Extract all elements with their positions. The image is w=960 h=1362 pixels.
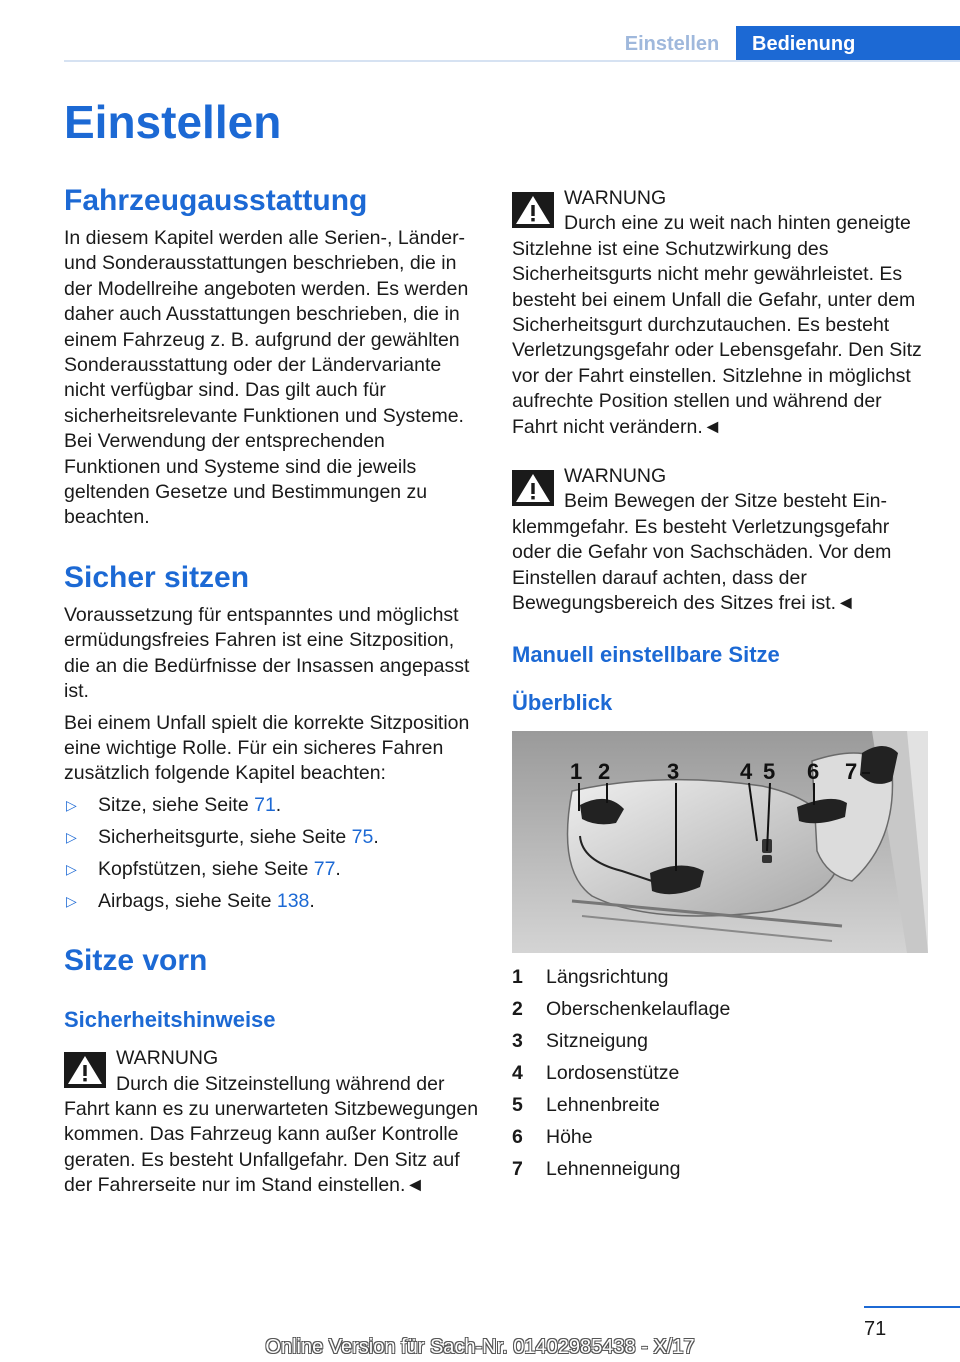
heading-fahrzeugausstattung: Fahrzeugausstattung <box>64 184 368 217</box>
figure-label: 7 <box>845 758 858 784</box>
legend-row <box>512 1157 928 1182</box>
legend-label: Höhe <box>546 1125 593 1148</box>
figure-label: 1 <box>570 758 583 784</box>
right-column <box>512 186 928 1189</box>
legend-label: Lehnenneigung <box>546 1157 681 1180</box>
warning-text-first-line: Durch die Sitzeinstellung während der <box>116 1072 445 1095</box>
legend-row <box>512 1093 928 1118</box>
legend-row <box>512 965 928 990</box>
seat-adjustment-figure <box>512 731 928 953</box>
warning-text-first-line: Durch eine zu weit nach hinten geneigte <box>564 212 911 235</box>
left-column <box>64 96 480 1223</box>
online-version-text: Online Version für Sach-Nr. 01402985438 - X/17 <box>265 1336 695 1358</box>
sicher-paragraph-2: Bei einem Unfall spielt die korrekte Sitzposition eine wichtige Rolle. Für ein sicheres Fahren zusätzlich folgende Kapitel beachten: <box>64 711 470 785</box>
warning-triangle-icon <box>512 192 554 228</box>
page-link[interactable]: 71 <box>254 793 276 816</box>
warning-title: WARNUNG <box>116 1047 219 1070</box>
footer-divider <box>864 1306 960 1308</box>
legend-number: 3 <box>512 1029 523 1052</box>
legend-row <box>512 1061 928 1086</box>
warning-title: WARNUNG <box>564 187 667 209</box>
triangle-bullet-icon: ▷ <box>66 796 77 813</box>
legend-number: 6 <box>512 1125 523 1148</box>
legend-label: Längsrichtung <box>546 965 669 988</box>
legend-label: Lordosenstütze <box>546 1061 680 1084</box>
warning-triangle-icon <box>64 1052 106 1088</box>
heading-sicherheitshinweise: Sicherheitshinweise <box>64 1007 276 1033</box>
heading-sicher-sitzen: Sicher sitzen <box>64 560 250 594</box>
warning-title: WARNUNG <box>564 465 667 488</box>
list-item: ▷ Kopfstützen, siehe Seite 77. <box>64 857 480 882</box>
heading-ueberblick: Überblick <box>512 689 613 715</box>
tab-section: Bedienung <box>736 26 960 62</box>
page-link[interactable]: 77 <box>313 857 336 880</box>
page-link[interactable]: 138 <box>276 889 310 912</box>
heading-manuell-einstellbare-sitze: Manuell einstellbare Sitze <box>512 641 780 667</box>
legend-row <box>512 1125 928 1150</box>
header-divider <box>64 60 960 62</box>
figure-label: 2 <box>598 758 611 784</box>
warning-text: Fahrt kann es zu unerwarteten Sitzbewegungen kommen. Das Fahrzeug kann außer Kontrolle geraten. Es besteht Unfallgefahr. Den Sitz auf der Fahrerseite nur im Stand einstellen.◄ <box>64 1097 479 1197</box>
legend-number: 1 <box>512 965 523 988</box>
list-item: ▷ Sitze, siehe Seite 71. <box>64 793 480 818</box>
warning-block <box>512 186 928 440</box>
legend-row <box>512 1029 928 1054</box>
figure-label: 4 <box>740 758 753 784</box>
legend-label: Lehnenbreite <box>546 1093 660 1116</box>
legend-number: 2 <box>512 997 523 1020</box>
heading-sitze-vorn: Sitze vorn <box>64 944 208 978</box>
chapter-reference-list <box>64 793 480 914</box>
page-title: Einstellen <box>64 96 282 148</box>
triangle-bullet-icon: ▷ <box>66 892 77 909</box>
triangle-bullet-icon: ▷ <box>66 828 77 845</box>
sicher-paragraph-1: Voraussetzung für entspanntes und möglichst ermüdungsfreies Fahren ist eine Sitzposition, die an die Bedürfnisse der Insassen angepasst ist. <box>64 603 470 703</box>
figure-legend <box>512 965 928 1182</box>
figure-label: 6 <box>807 758 820 784</box>
legend-label: Sitzneigung <box>546 1029 648 1052</box>
legend-number: 5 <box>512 1093 523 1116</box>
warning-text: Sitzlehne ist eine Schutzwirkung des Sicherheitsgurts nicht mehr gewährleistet. Es besteht bei einem Unfall die Gefahr, unter dem Sicherheitsgurt durchzutauchen. Es besteht Verletzungsgefahr oder Lebensgefahr. Den Sitz vor der Fahrt einstellen. Sitzlehne in möglichst aufrechte Position stellen und während der Fahrt nicht verändern.◄ <box>512 237 922 438</box>
warning-text: klemmgefahr. Es besteht Verletzungsgefahr oder die Gefahr von Sachschäden. Vor dem Einstellen darauf achten, dass der Bewegungsbereich des Sitzes frei ist.◄ <box>512 515 892 615</box>
legend-label: Oberschenkelauflage <box>546 997 731 1020</box>
legend-number: 7 <box>512 1157 523 1180</box>
list-item: ▷ Airbags, siehe Seite 138. <box>64 889 480 914</box>
legend-number: 4 <box>512 1061 523 1084</box>
page-number: 71 <box>864 1318 887 1340</box>
warning-text-first-line: Beim Bewegen der Sitze besteht Ein- <box>564 490 888 513</box>
tab-chapter: Einstellen <box>624 33 720 55</box>
fahrzeug-paragraph: In diesem Kapitel werden alle Serien-, Länder- und Sonderausstattungen beschrieben, die in der Modellreihe angeboten werden. Es werden daher auch Ausstattungen beschrieben, die in einem Fahrzeug z. B. aufgrund der gewählten Sonderausstattung oder der Ländervariante nicht verfügbar sind. Das gilt auch für sicherheitsrelevante Funktionen und Systeme. Bei Verwendung der entsprechenden Funktionen und Systeme sind die jeweils geltenden Gesetze und Bestimmungen zu beachten. <box>64 227 469 529</box>
triangle-bullet-icon: ▷ <box>66 860 77 877</box>
page-link[interactable]: 75 <box>351 825 374 848</box>
legend-row <box>512 997 928 1022</box>
list-item: ▷ Sicherheitsgurte, siehe Seite 75. <box>64 825 480 850</box>
figure-label: 5 <box>763 758 776 784</box>
figure-label: 3 <box>667 758 680 784</box>
warning-triangle-icon <box>512 470 554 506</box>
warning-block <box>512 464 928 616</box>
warning-block <box>64 1046 480 1198</box>
